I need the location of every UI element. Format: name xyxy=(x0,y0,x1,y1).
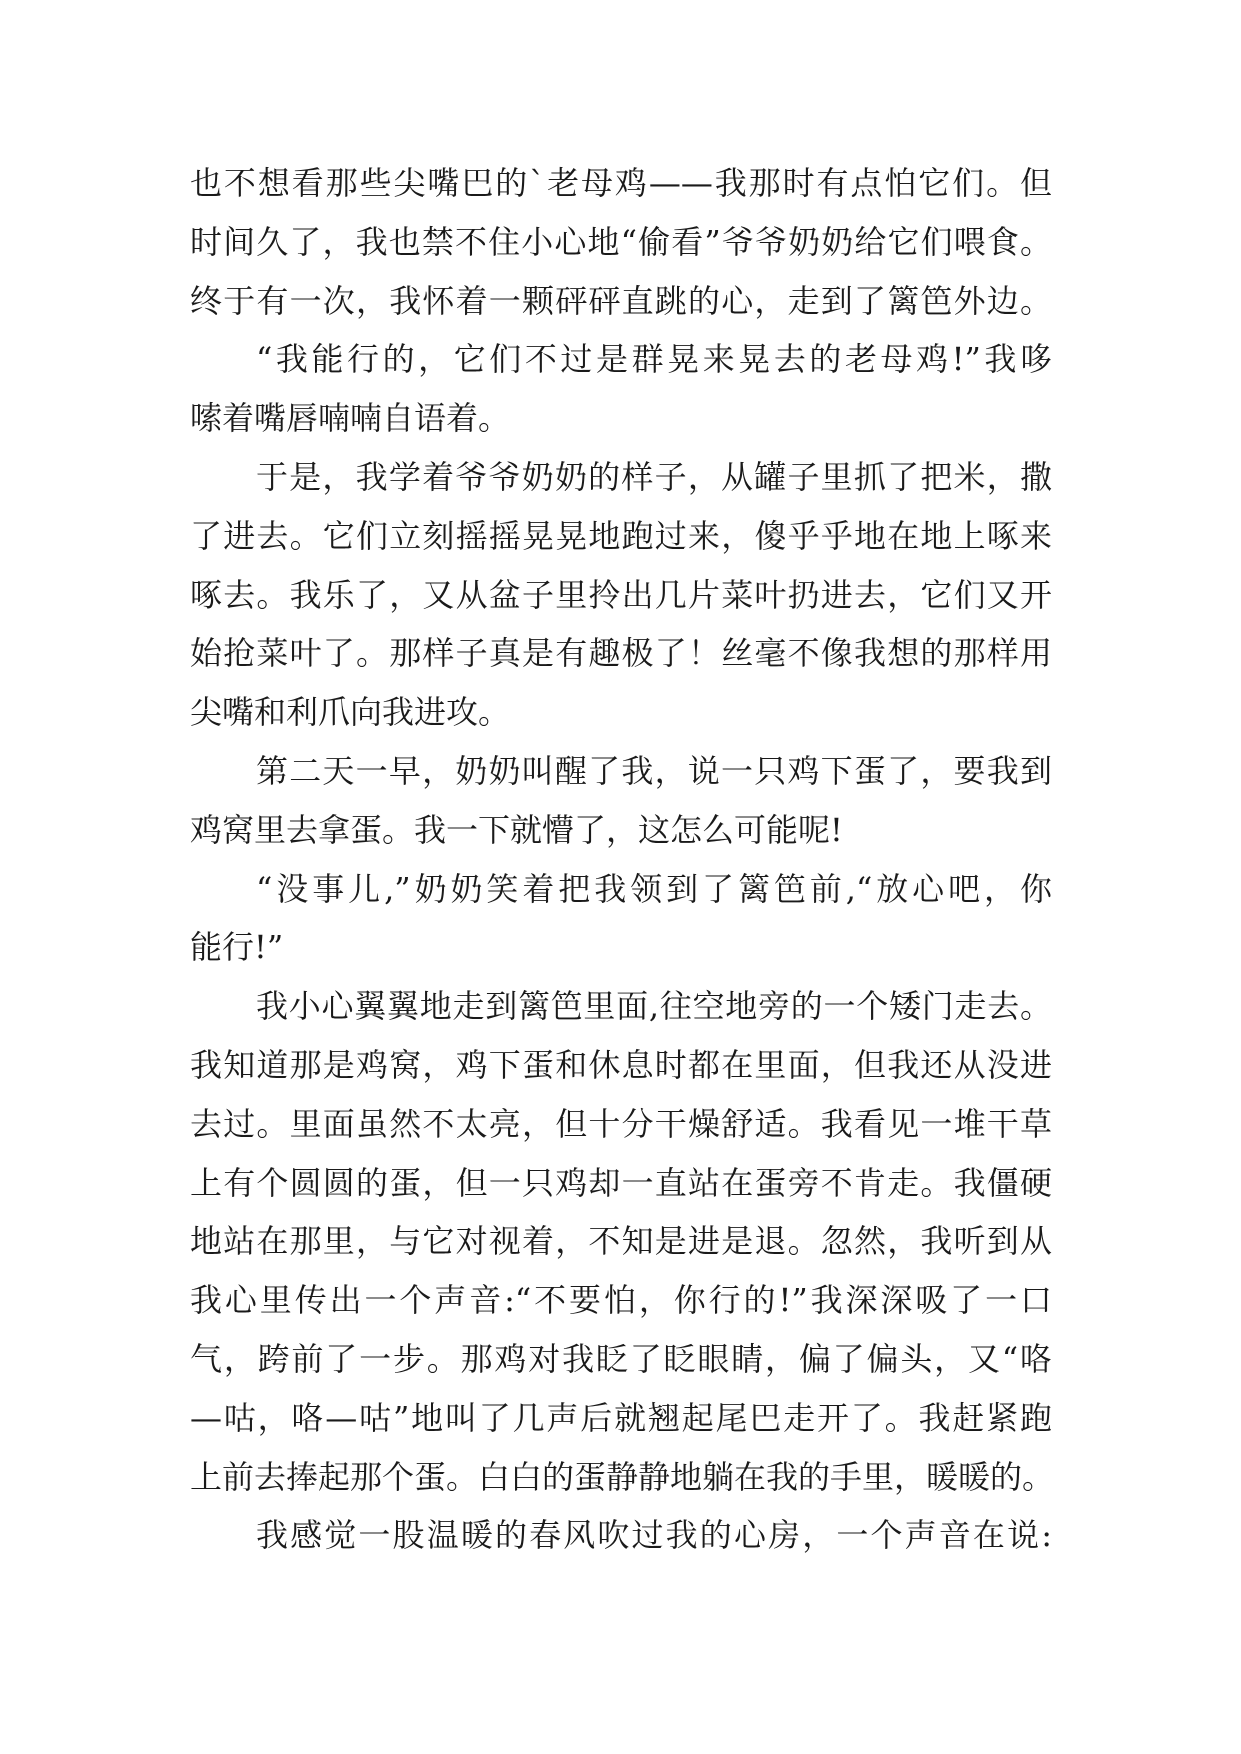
story-text xyxy=(190,154,1055,1565)
text-line: 我小心翼翼地走到篱笆里面,往空地旁的一个矮门走去。 xyxy=(256,987,1052,1026)
text-line: 嗦着嘴唇喃喃自语着。 xyxy=(190,399,511,438)
text-line: 时间久了，我也禁不住小心地“偷看”爷爷奶奶给它们喂食。 xyxy=(190,222,1052,261)
text-line: 我心里传出一个声音:“不要怕，你行的!”我深深吸了一口 xyxy=(190,1281,1052,1320)
text-line: 我感觉一股温暖的春风吹过我的心房，一个声音在说: xyxy=(256,1516,1052,1555)
text-line: 尖嘴和利爪向我进攻。 xyxy=(190,693,511,732)
text-line: 了进去。它们立刻摇摇晃晃地跑过来，傻乎乎地在地上啄来 xyxy=(190,516,1052,555)
text-line: 啄去。我乐了，又从盆子里拎出几片菜叶扔进去，它们又开 xyxy=(190,575,1052,614)
text-line: 气，跨前了一步。那鸡对我眨了眨眼睛，偏了偏头，又“咯 xyxy=(190,1339,1052,1378)
text-line: 始抢菜叶了。那样子真是有趣极了！丝毫不像我想的那样用 xyxy=(190,634,1052,673)
text-line: 能行!” xyxy=(190,928,284,967)
text-line: 上有个圆圆的蛋，但一只鸡却一直站在蛋旁不肯走。我僵硬 xyxy=(190,1163,1052,1202)
text-line: 上前去捧起那个蛋。白白的蛋静静地躺在我的手里，暖暖的。 xyxy=(190,1457,1055,1496)
text-line: 于是，我学着爷爷奶奶的样子，从罐子里抓了把米，撒 xyxy=(256,457,1052,496)
text-line: 我知道那是鸡窝，鸡下蛋和休息时都在里面，但我还从没进 xyxy=(190,1045,1052,1084)
text-line: 鸡窝里去拿蛋。我一下就懵了，这怎么可能呢! xyxy=(190,810,843,849)
text-line: 也不想看那些尖嘴巴的`老母鸡——我那时有点怕它们。但 xyxy=(190,164,1052,202)
text-line: 第二天一早，奶奶叫醒了我，说一只鸡下蛋了，要我到 xyxy=(256,751,1052,790)
text-line: 终于有一次，我怀着一颗砰砰直跳的心，走到了篱笆外边。 xyxy=(190,281,1052,320)
text-line: 去过。里面虽然不太亮，但十分干燥舒适。我看见一堆干草 xyxy=(190,1104,1052,1143)
text-line: —咕，咯—咕”地叫了几声后就翘起尾巴走开了。我赶紧跑 xyxy=(190,1398,1052,1437)
text-line: “没事儿,”奶奶笑着把我领到了篱笆前,“放心吧，你 xyxy=(256,869,1052,908)
text-line: “我能行的，它们不过是群晃来晃去的老母鸡!”我哆 xyxy=(256,340,1052,379)
text-line: 地站在那里，与它对视着，不知是进是退。忽然，我听到从 xyxy=(190,1222,1052,1261)
